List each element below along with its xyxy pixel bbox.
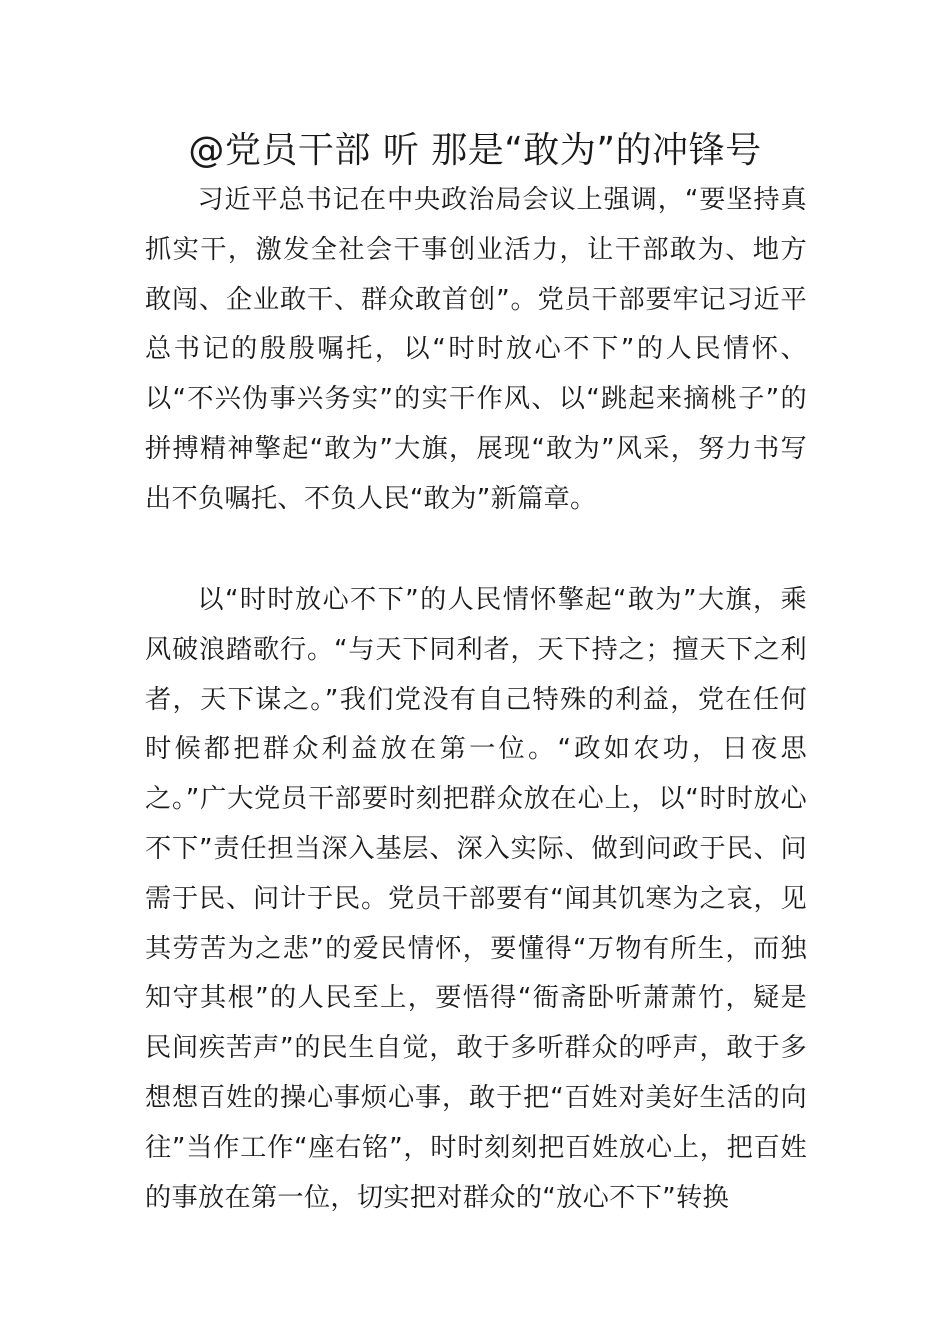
paragraph-1-container [145, 176, 807, 525]
paragraph-2: 以“时时放心不下”的人民情怀擎起“敢为”大旗，乘风破浪踏歌行。“与天下同利者，天下持之；擅天下之利者，天下谋之。”我们党没有自己特殊的利益，党在任何时候都把群众利益放在第一位。“政如农功，日夜思之。”广大党员干部要时刻把群众放在心上，以“时时放心不下”责任担当深入基层、深入实际、做到问政于民、问需于民、问计于民。党员干部要有“闻其饥寒为之哀，见其劳苦为之悲”的爱民情怀，要懂得“万物有所生，而独知守其根”的人民至上，要悟得“衙斋卧听萧萧竹，疑是民间疾苦声”的民生自觉，敢于多听群众的呼声，敢于多想想百姓的操心事烦心事，敢于把“百姓对美好生活的向往”当作工作“座右铭”，时时刻刻把百姓放心上，把百姓的事放在第一位，切实把对群众的“放心不下”转换 [145, 585, 807, 1213]
document-title: @党员干部 听 那是“敢为”的冲锋号 [188, 130, 762, 171]
paragraph-2-container [145, 576, 807, 1223]
paragraph-1: 习近平总书记在中央政治局会议上强调，“要坚持真抓实干，激发全社会干事创业活力，让干部敢为、地方敢闯、企业敢干、群众敢首创”。党员干部要牢记习近平总书记的殷殷嘱托，以“时时放心不下”的人民情怀、以“不兴伪事兴务实”的实干作风、以“跳起来摘桃子”的拼搏精神擎起“敢为”大旗，展现“敢为”风采，努力书写出不负嘱托、不负人民“敢为”新篇章。 [145, 185, 807, 514]
